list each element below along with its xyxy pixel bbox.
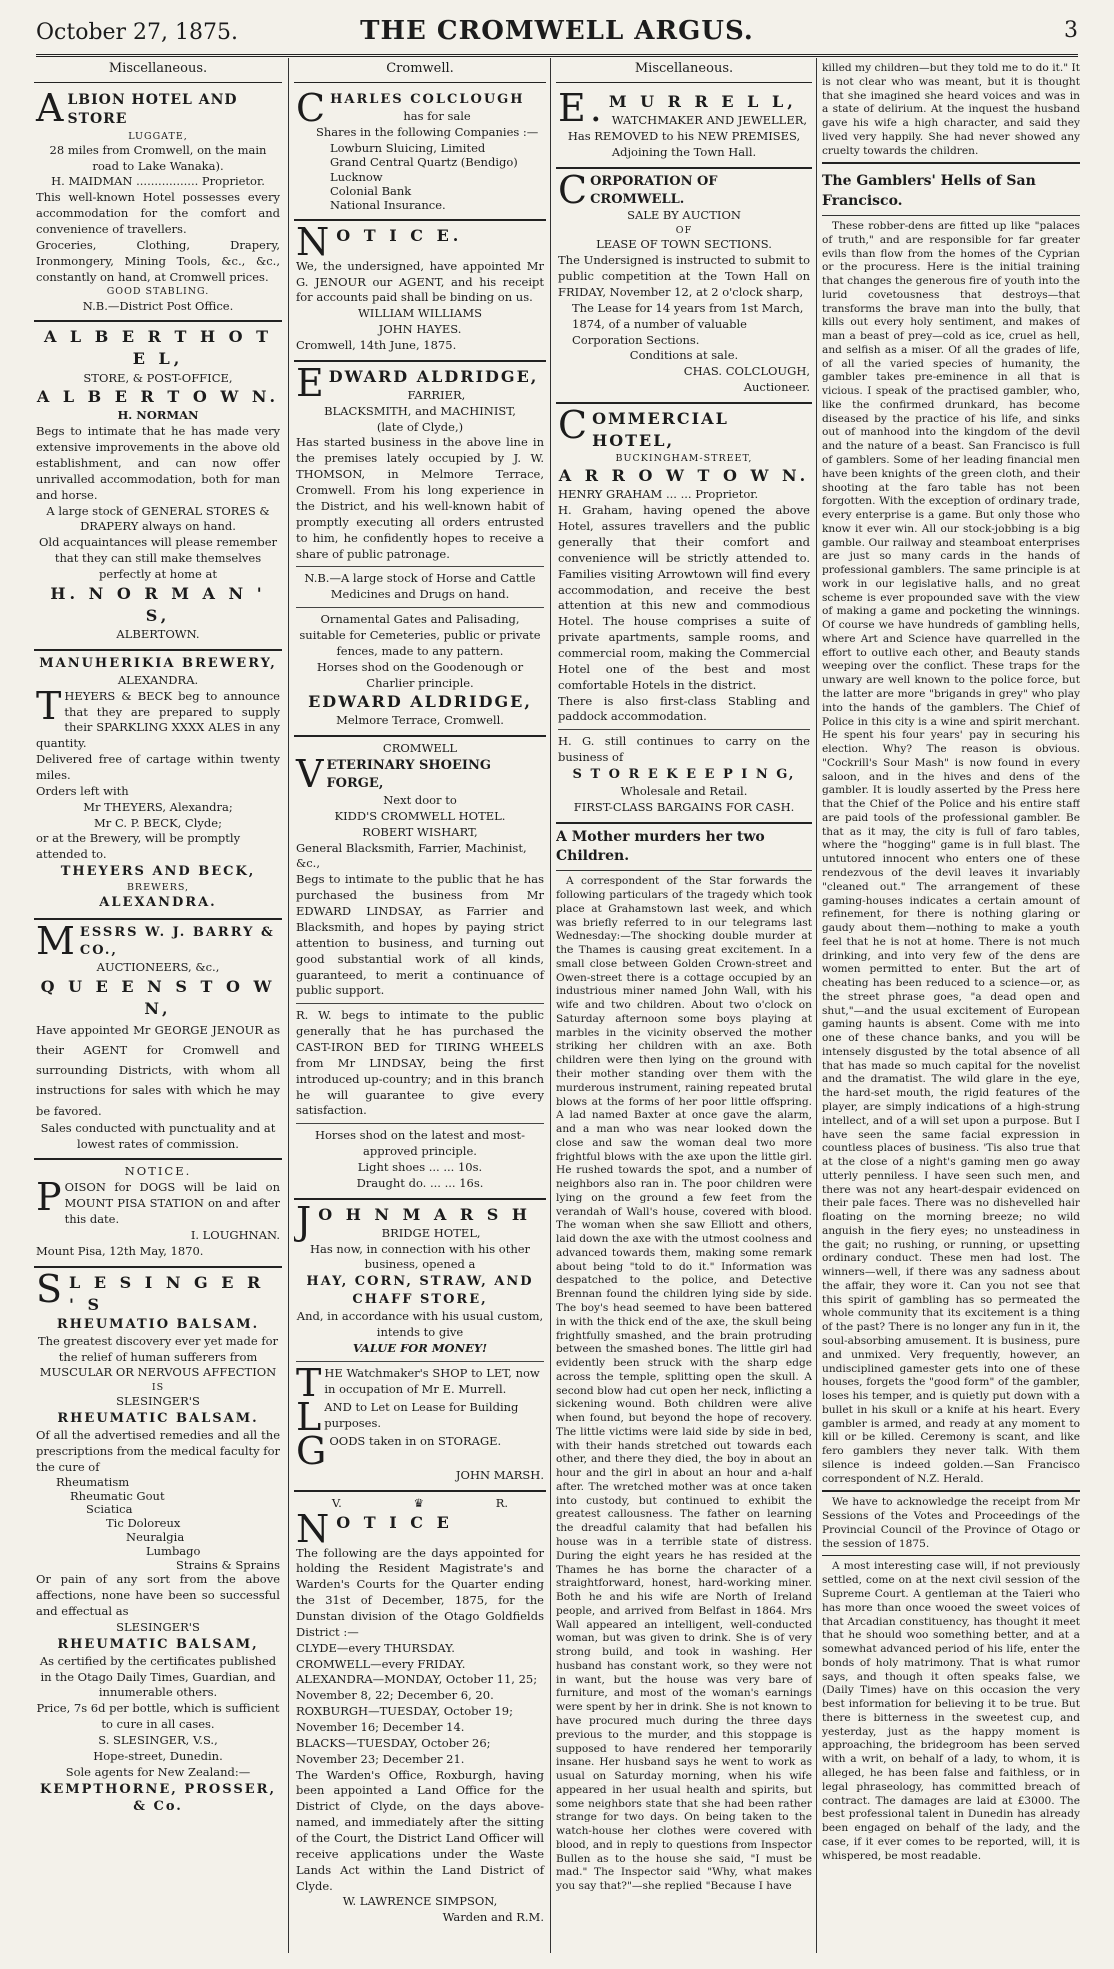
corporation-auction-ad: CORPORATION OF CROMWELL. SALE BY AUCTION OF LEASE OF TOWN SECTIONS. The Undersigned is instructed to submit to public competition at the Town Hall on FRIDAY, November 12, at 2 o'clock sharp, The Lease for 14 years from 1st March, 1874, of a number of valuable Corporation Sections. Conditions at sale. CHAS. COLCLOUGH, Auctioneer. [556,169,812,404]
article-title: A Mother murders her two Children. [556,824,812,872]
poison-notice-ad: NOTICE. POISON for DOGS will be laid on MOUNT PISA STATION on and after this date. I. LOUGHNAN. Mount Pisa, 12th May, 1870. [34,1160,282,1267]
section-header: Miscellaneous. [556,58,812,83]
murrell-watchmaker-ad: E. M U R R E L L, WATCHMAKER AND JEWELLER, Has REMOVED to his NEW PREMISES, Adjoining the Town Hall. [556,87,812,169]
commercial-hotel-ad: COMMERCIAL HOTEL, BUCKINGHAM-STREET, A R R O W T O W N. HENRY GRAHAM ... ... Proprietor. H. Graham, having opened the above Hotel, assures travellers and the public generally that their comfort and convenience will be strictly attended to. Families visiting Arrowtown will find every accommodation, and receive the best attention at this new and commodious Hotel. The house comprises a suite of private apartments, sample rooms, and commercial room, making the Commercial Hotel one of the best and most comfortable Hotels in the district. There is also first-class Stabling and paddock accommodation. H. G. still continues to carry on the business of S T O R E K E E P I N G, Wholesale and Retail. FIRST-CLASS BARGAINS FOR CASH. [556,404,812,824]
colclough-shares-ad: CHARLES COLCLOUGH has for sale Shares in the following Companies :— Lowburn Sluicing, Limited Grand Central Quartz (Bendigo) Lucknow Colonial Bank National Insurance. [294,87,546,221]
issue-date: October 27, 1875. [36,20,239,45]
column-2 [294,58,546,1953]
slesinger-balsam-ad: S L E S I N G E R ' S RHEUMATIO BALSAM. The greatest discovery ever yet made for the relief of human sufferers from MUSCULAR OR NERVOUS AFFECTION IS SLESINGER'S RHEUMATIC BALSAM. Of all the advertised remedies and all the prescriptions from the medical faculty for the cure of Rheumatism Rheumatic Gout Sciatica Tic Doloreux Neuralgia Lumbago Strains & Sprains Or pain of any sort from the above affections, none have been so successful and effectual as SLESINGER'S RHEUMATIC BALSAM, As certified by the certificates published in the Otago Daily Times, Guardian, and innumerable others. Price, 7s 6d per bottle, which is sufficient to cure in all cases. S. SLESINGER, V.S., Hope-street, Dunedin. Sole agents for New Zealand:— KEMPTHORNE, PROSSER, & Co. [36,1266,280,1815]
article-title: The Gamblers' Hells of San Francisco. [822,168,1080,216]
barry-auctioneers-ad: MESSRS W. J. BARRY & CO., AUCTIONEERS, &c., Q U E E N S T O W N, Have appointed Mr GEORGE JENOUR as their AGENT for Cromwell and surrounding Districts, with whom all instructions for sales with which he may be favored. Sales conducted with punctuality and at lowest rates of commission. [34,920,282,1160]
newspaper-title: THE CROMWELL ARGUS. [360,16,754,46]
section-header: Cromwell. [294,58,546,83]
mother-murders-article [556,824,812,1894]
aldridge-blacksmith-ad: EDWARD ALDRIDGE, FARRIER, BLACKSMITH, and MACHINIST, (late of Clyde,) Has started business in the above line in the premises lately occupied by J. W. THOMSON, in Melmore Terrace, Cromwell. From his long experience in the District, and his well-known habit of promptly executing all orders entrusted to him, he confidently hopes to receive a share of public patronage. N.B.—A large stock of Horse and Cattle Medicines and Drugs on hand. Ornamental Gates and Palisading, suitable for Cemeteries, public or private fences, made to any pattern. Horses shod on the Goodenough or Charlier principle. EDWARD ALDRIDGE, Melmore Terrace, Cromwell. [294,362,546,737]
john-marsh-ad: J O H N M A R S H BRIDGE HOTEL, Has now, in connection with his other business, opened a HAY, CORN, STRAW, AND CHAFF STORE, And, in accordance with his usual custom, intends to give VALUE FOR MONEY! THE Watchmaker's SHOP to LET, now in occupation of Mr E. Murrell. LAND to Let on Lease for Building purposes. GOODS taken in on STORAGE. JOHN MARSH. [294,1200,546,1492]
masthead [36,14,1078,57]
column-rule [550,58,551,1953]
article-continuation: killed my children—but they told me to do it." It is not clear who was meant, but it is thought that she imagined she heard voices and was in a state of delirium. At the inquest the husband gave his wife a high character, and said they lived very happily. She had never showed any cruelty towards the children. [822,62,1080,157]
column-4 [822,58,1080,1953]
veterinary-forge-ad: CROMWELL VETERINARY SHOEING FORGE, Next door to KIDD'S CROMWELL HOTEL. ROBERT WISHART, General Blacksmith, Farrier, Machinist, &c., Begs to intimate to the public that he has purchased the business from Mr EDWARD LINDSAY, as Farrier and Blacksmith, and hopes by paying strict attention to business, and turning out good substantial work of all kinds, guaranteed, to merit a continuance of public support. R. W. begs to intimate to the public generally that he has purchased the CAST-IRON BED for TIRING WHEELS from Mr LINDSAY, being the first introduced up-country; and in this branch he will guarantee to give every satisfaction. Horses shod on the latest and most-approved principle. Light shoes ... ... 10s. Draught do. ... ... 16s. [294,737,546,1199]
albion-hotel-ad: ALBION HOTEL AND STORE LUGGATE, 28 miles from Cromwell, on the main road to Lake Wanaka). H. MAIDMAN ................. Proprietor. This well-known Hotel possesses every accommodation for the comfort and convenience of travellers. Groceries, Clothing, Drapery, Ironmongery, Mining Tools, &c., &c., constantly on hand, at Cromwell prices. GOOD STABLING. N.B.—District Post Office. [34,87,282,322]
court-days-notice: V. ♛ R. N O T I C E The following are the days appointed for holding the Resident Magistrate's and Warden's Courts for the Quarter ending the 31st of December, 1875, for the Dunstan division of the Otago Goldfields District :— CLYDE—every THURSDAY. CROMWELL—every FRIDAY. ALEXANDRA—MONDAY, October 11, 25; November 8, 22; December 6, 20. ROXBURGH—TUESDAY, October 19; November 16; December 14. BLACKS—TUESDAY, October 26; November 23; December 21. The Warden's Office, Roxburgh, having been appointed a Land Office for the District of Clyde, on the days above-named, and immediately after the sitting of the Court, the District Land Officer will receive applications under the Waste Lands Act within the Land District of Clyde. W. LAWRENCE SIMPSON, Warden and R.M. [296,1495,544,1925]
column-rule [816,58,817,1953]
crown-emblem-icon: ♛ [413,1495,424,1510]
brewery-ad: MANUHERIKIA BREWERY, ALEXANDRA. THEYERS & BECK beg to announce that they are prepared to supply their SPARKLING XXXX ALES in any quantity. Delivered free of cartage within twenty miles. Orders left with Mr THEYERS, Alexandra; Mr C. P. BECK, Clyde; or at the Brewery, will be promptly attended to. THEYERS AND BECK, BREWERS, ALEXANDRA. [34,651,282,920]
column-rule [288,58,289,1953]
section-header: Miscellaneous. [34,58,282,83]
column-1 [34,58,282,1953]
breach-of-promise-paragraph: A most interesting case will, if not previously settled, come on at the next civil session of the Supreme Court. A gentleman at the Taieri who has more than once wooed the sweet voices of that Arcadian constituency, has thought it meet that he should woo something better, and at a somewhat advanced period of his life, enter the bonds of holy matrimony. That is what rumor says, and though it often speaks false, we (Daily Times) have on this occasion the very best information for believing it to be true. But there is bitterness in the sweetest cup, and yesterday, just as the happy moment is approaching, the bridegroom has been served with a writ, on behalf of a lady, to whom, it is alleged, he has been false and faithless, or in legal phraseology, has committed breach of contract. The damages are laid at £3000. The best professional talent in Dunedin has already been engaged on behalf of the lady, and the case, if it ever comes to be reported, will, it is whispered, be most readable. [822,1560,1080,1862]
albert-hotel-ad: A L B E R T H O T E L, STORE, & POST-OFFICE, A L B E R T O W N. H. NORMAN Begs to intimate that he has made very extensive improvements in the above old establishment, and can now offer unrivalled accommodation, both for man and horse. A large stock of GENERAL STORES & DRAPERY always on hand. Old acquaintances will please remember that they can still make themselves perfectly at home at H. N O R M A N ' S, ALBERTOWN. [34,322,282,651]
article-body: These robber-dens are fitted up like "palaces of truth," and are responsible for far greater evils than flow from the homes of the Cyprian or the procuress. Here is the initial training that changes the generous fire of youth into the lurid covetousness that destroys—that transforms the brave man into the bully, that kills out every holy sentiment, and makes of man a beast of prey—cold as ice, cruel as hell, and selfish as a miser. Of all the grades of life, of all the varied species of humanity, the gambler takes pre-eminence in all that is vicious. I speak of the practised gambler, who, like the confirmed drunkard, has become diseased by the practice of his life, and sinks out of manhood into the kingdom of the devil and the nature of a beast. San Francisco is full of gamblers. Some of her leading financial men have been knights of the green cloth, and their shooting at the faro table has not been forgotten. With the exception of ordinary trade, every enterprise is a game. But only those who know it ever win. All our stock-jobbing is a big gamble. Our railway and steamboat enterprises are just so many cards in the hands of professional gamblers. The same principle is at work in our legislative halls, and no great scheme is ever propounded save with the view of making a game and pocketing the winnings. Of course we have hundreds of gambling hells, where Art and Science have quarrelled in the effort to outlive each other, and Beauty stands weeping over the conflict. These traps for the unwary are well known to the police force, but the latter are more "brigands in grey" who play into the hands of the gamblers. The Chief of Police in this city is a wine and spirit merchant. He spent his four years' pay in securing his election. Why? The reason is obvious. "Cockrill's Sour Mash" is now found in every saloon, and in the hives and dens of the gambler. It is loudly asserted by the Press here that the Chief of the Police and his entire staff are paid tools of the professional gambler. Be that as it may, the city is full of faro tables, where the "hogging" game is in full blast. The untutored innocent who enters one of these rendezvous of the devil leaves it invariably "cleaned out." The arrangement of these gaming-houses indicates a certain amount of refinement, for there is nothing glaring or gaudy about them—nothing to make a youth feel that he is not at home. There is not much drinking, and into very few of the dens are women permitted to enter. But the art of cheating has been reduced to a science—or, as the street phrase goes, "a dead open and shut,"—and the usual excitement of European gaming haunts is absent. Come with me into one of these chance banks, and you will be intensely disgusted by the total absence of all that has made so much capital for the novelist and the dramatist. The wild glare in the eye, the hard-set mouth, the rigid features of the player, are simply indications of a high-strung intellect, and of a will set upon a purpose. But I have seen the same facial expression in countless places of business. 'Tis also true that at the close of a night's gaming men go away utterly penniless. I have seen such men, and there was not any heart-despair evidenced on their pale faces. There was no dishevelled hair floating on the morning breeze; no wild anguish in the fiery eyes; no unsteadiness in the gait; no rushing, or running, or upsetting ordinary conduct. These men had lost. The winners—well, if there was any sadness about the affair, they wore it. Can you not see that this spirit of gambling has so permeated the whole community that its excitement is a thing of the past? There is no longer any fun in it, the soul-absorbing amusement. It is business, pure and unmixed. Very frequently, however, an undisciplined gamester gets into one of these houses, forgets the "good form" of the gambler, loses his temper, and is quietly put down with a bullet in his skull or a knife at his heart. Every gambler is armed, and ready at any moment to kill or be killed. Ceremony is scant, and like fero gamblers they never talk. With them silence is indeed golden.—San Francisco correspondent of N.Z. Herald. [822,219,1080,1485]
column-3 [556,58,812,1953]
agent-notice-ad: N O T I C E. We, the undersigned, have appointed Mr G. JENOUR our AGENT, and his receipt for accounts paid shall be binding on us. WILLIAM WILLIAMS JOHN HAYES. Cromwell, 14th June, 1875. [294,221,546,362]
page-number: 3 [1064,18,1078,43]
acknowledgement-paragraph: We have to acknowledge the receipt from Mr Sessions of the Votes and Proceedings of the Provincial Council of the Province of Otago or the session of 1875. [822,1496,1080,1550]
article-body: A correspondent of the Star forwards the following particulars of the tragedy which took place at Grahamstown last week, and which was briefly referred to in our telegrams last Wednesday:—The shocking double murder at the Thames is causing great excitement. In a small close between Golden Crown-street and Owen-street there is a cottage occupied by an industrious miner named John Wall, with his wife and two children. About two o'clock on Saturday afternoon some boys playing at marbles in the vicinity observed the mother striking her children with an axe. Both children were then lying on the ground with their mother standing over them with the murderous instrument, raining repeated brutal blows at the forms of her poor little offspring. A lad named Baxter at once gave the alarm, and a man who was near looked down the close and saw the woman deal two more frightful blows with the axe upon the little girl. He rushed towards the spot, and a number of neighbors also ran in. The poor children were lying on the ground a few feet from the verandah of Wall's house, covered with blood. The woman when she saw Elliott and others, laid down the axe with the utmost coolness and advanced towards them, making some remark about being "told to do it." Information was despatched to the police, and Detective Brennan found the children lying side by side. The boy's head seemed to have been battered in with the thick end of the axe, the skull being frightfully smashed, and the brain protruding between the smashed bones. The little girl had evidently been struck with the sharp edge across the temple, splitting open the skull. A second blow had cut open her neck, inflicting a sickening wound. Both children were alive when found, but beyond the hope of recovery. The little victims were laid side by side in bed, with their hands stretched out towards each other, and there they died, the boy in about an hour and the girl in about an hour and a-half after. The wretched mother was at once taken into custody, but continued to exhibit the greatest callousness. The father on learning the dreadful calamity that had befallen his house was in a terrible state of distress. During the eight years he has resided at the Thames he has borne the character of a straightforward, honest, hard-working miner. Both he and his wife are North of Ireland people, and arrived from Belfast in 1864. Mrs Wall appeared an intelligent, well-conducted woman, but was given to drink. She is of very strong build, and took in washing. Her husband has constant work, so they were not in want, but the house was very bare of furniture, and most of the woman's earnings were spent by her in drink. She is not known to have procured much during the three days previous to the murder, and this stoppage is supposed to have rendered her temporarily insane. Her husband says he went to work as usual on Saturday morning, when his wife appeared in her usual health and spirits, but some neighbors state that she had been rather strange for two days. On being taken to the watch-house her clothes were covered with blood, and in reply to questions from Inspector Bullen as to the house she said, "I must be mad." The Inspector said "Why, what makes you say that?"—she replied "Because I have [556,875,812,1893]
